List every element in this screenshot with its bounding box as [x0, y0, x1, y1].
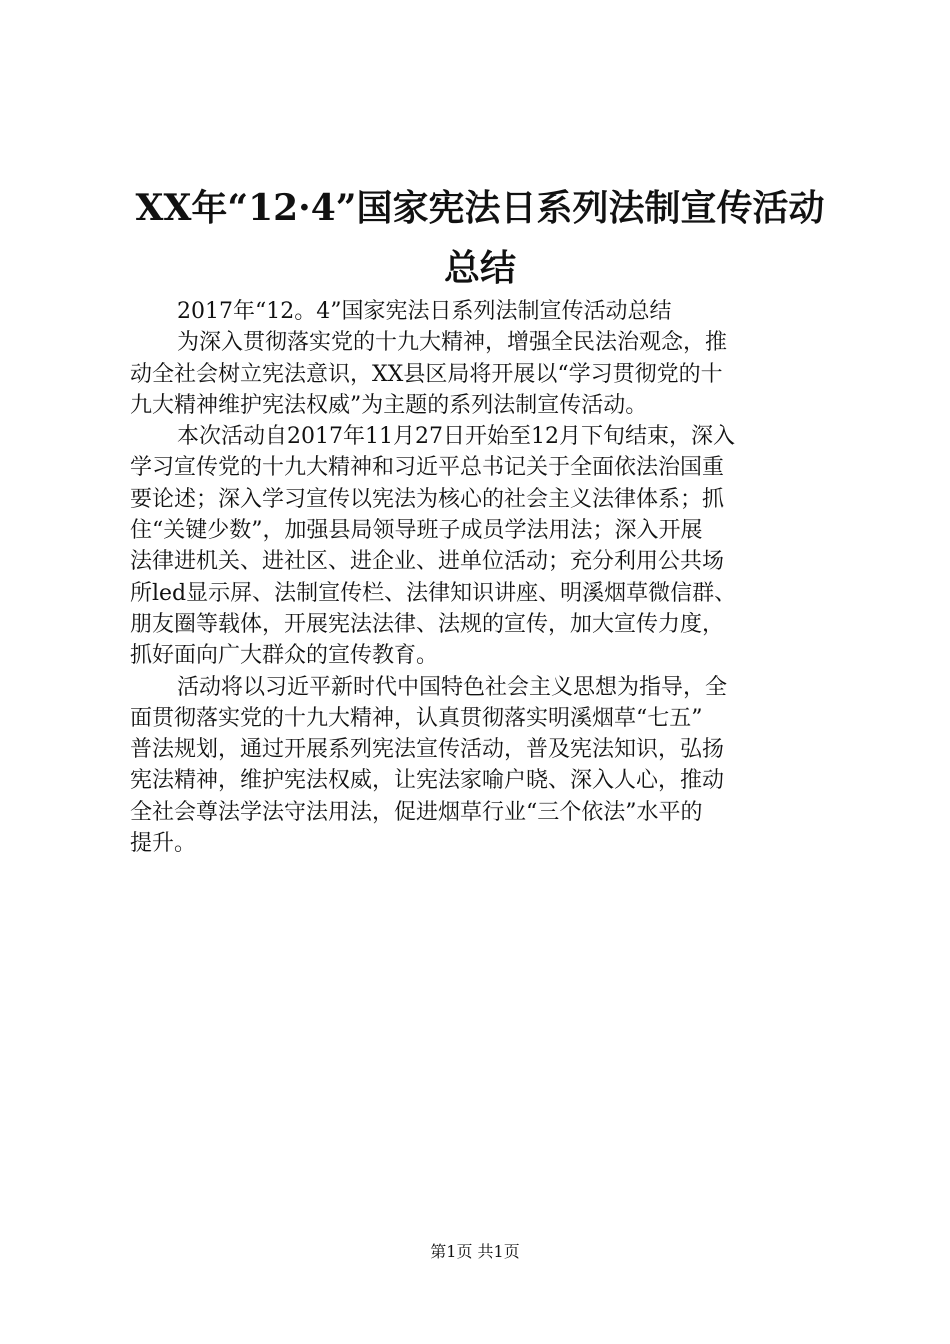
page-footer: 第1页 共1页 — [430, 1242, 520, 1261]
paragraph-2-line: 要论述；深入学习宣传以宪法为核心的社会主义法律体系；抓 — [130, 486, 725, 512]
document-subtitle: 2017年“12。4”国家宪法日系列法制宣传活动总结 — [177, 299, 672, 324]
paragraph-1-line: 九大精神维护宪法权威”为主题的系列法制宣传活动。 — [130, 392, 648, 418]
paragraph-2-line: 住“关键少数”，加强县局领导班子成员学法用法；深入开展 — [130, 518, 703, 544]
paragraph-2-line: 本次活动自2017年11月27日开始至12月下旬结束，深入 — [177, 424, 735, 450]
paragraph-3-line: 提升。 — [130, 831, 197, 857]
paragraph-2-line: 抓好面向广大群众的宣传教育。 — [130, 643, 439, 669]
document-title-line-2: 总结 — [443, 247, 516, 289]
paragraph-1-line: 动全社会树立宪法意识，XX县区局将开展以“学习贯彻党的十 — [130, 361, 723, 387]
paragraph-2-line: 学习宣传党的十九大精神和习近平总书记关于全面依法治国重 — [130, 455, 725, 481]
paragraph-1-line: 为深入贯彻落实党的十九大精神，增强全民法治观念，推 — [177, 330, 728, 356]
paragraph-3-line: 全社会尊法学法守法用法，促进烟草行业“三个依法”水平的 — [130, 799, 703, 825]
paragraph-3-line: 宪法精神，维护宪法权威，让宪法家喻户晓、深入人心，推动 — [130, 768, 725, 794]
paragraph-3-line: 面贯彻落实党的十九大精神，认真贯彻落实明溪烟草“七五” — [130, 705, 703, 731]
paragraph-3-line: 普法规划，通过开展系列宪法宣传活动，普及宪法知识，弘扬 — [130, 737, 725, 763]
document-title-line-1: XX年“12·4”国家宪法日系列法制宣传活动 — [135, 187, 825, 229]
paragraph-2-line: 法律进机关、进社区、进企业、进单位活动；充分利用公共场 — [130, 549, 725, 575]
paragraph-3-line: 活动将以习近平新时代中国特色社会主义思想为指导，全 — [177, 674, 728, 700]
paragraph-2-line: 朋友圈等载体，开展宪法法律、法规的宣传，加大宣传力度， — [130, 611, 725, 637]
paragraph-2-line: 所led显示屏、法制宣传栏、法律知识讲座、明溪烟草微信群、 — [130, 580, 737, 606]
document-body — [130, 296, 835, 859]
